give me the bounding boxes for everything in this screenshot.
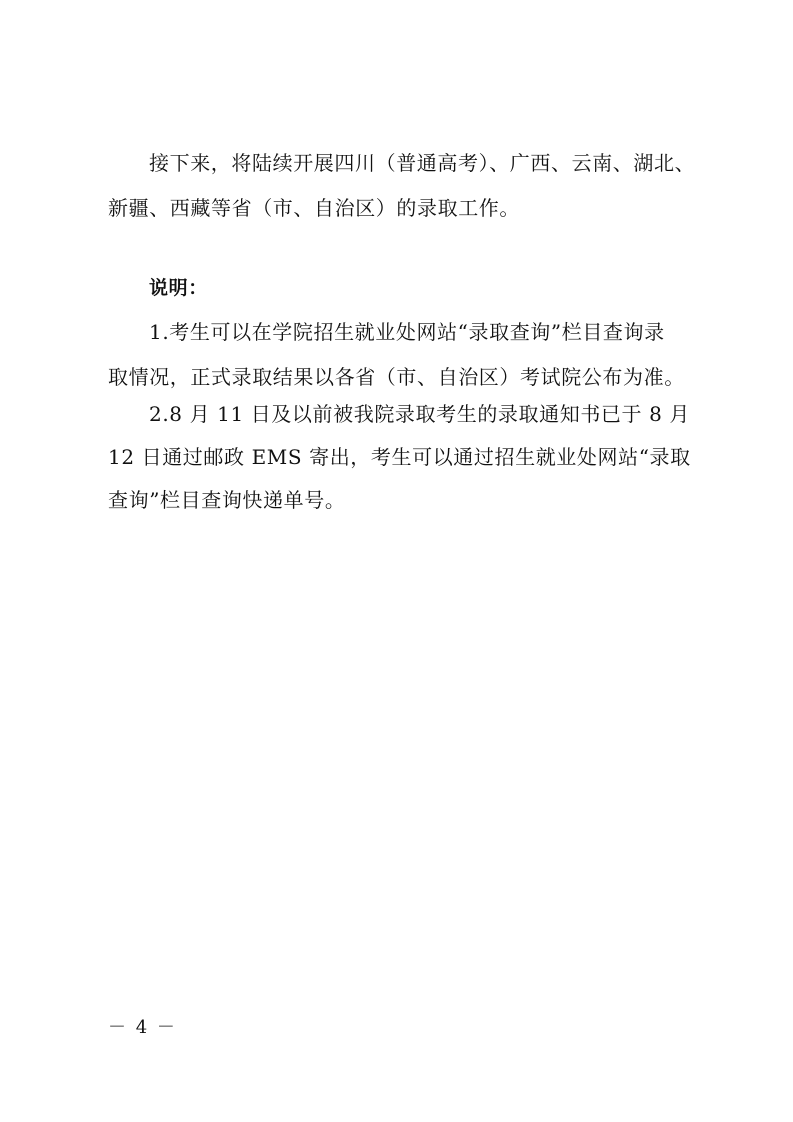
- note-item-line: 查询”栏目查询快递单号。: [108, 488, 346, 512]
- note-item-line: 2.8 月 11 日及以前被我院录取考生的录取通知书已于 8 月: [149, 402, 690, 426]
- notes-heading: 说明：: [149, 277, 208, 299]
- note-item-line: 取情况，正式录取结果以各省（市、自治区）考试院公布为准。: [108, 365, 685, 389]
- paragraph-line: 新疆、西藏等省（市、自治区）的录取工作。: [108, 196, 520, 220]
- page-number: － 4 －: [108, 1017, 177, 1038]
- note-item-line: 1.考生可以在学院招生就业处网站“录取查询”栏目查询录: [149, 320, 665, 344]
- paragraph-line: 接下来，将陆续开展四川（普通高考）、广西、云南、湖北、: [149, 151, 696, 175]
- note-item-line: 12 日通过邮政 EMS 寄出，考生可以通过招生就业处网站“录取: [108, 445, 691, 469]
